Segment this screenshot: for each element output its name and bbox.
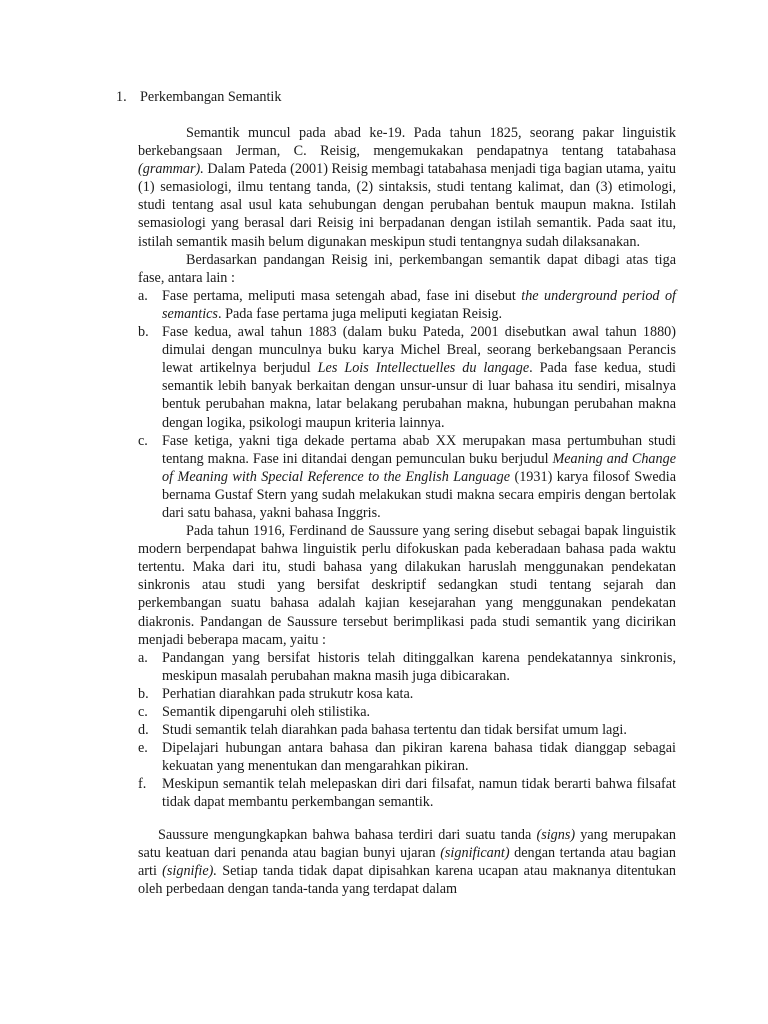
text-run: Fase kedua, awal tahun 1883 (dalam buku Pateda, 2001 disebutkan awal tahun 1880) dimulai dengan munculnya buku karya Michel Breal, seorang berkebangsaan Perancis lewat artikelnya berjudul <box>162 324 676 377</box>
text-run: Semantik dipengaruhi oleh stilistika. <box>162 704 371 720</box>
text-run: dengan tertanda atau bagian arti <box>138 844 676 879</box>
italic-term: Les Lois Intellectuelles du langage <box>317 360 530 377</box>
list-marker: b. <box>138 324 149 341</box>
list-item <box>138 721 676 739</box>
text-run: . Pada fase kedua, studi semantik lebih banyak berkaitan dengan unsur-unsur di luar bahasa itu sendiri, misalnya bentuk perubahan makna, latar belakang perubahan makna, hubungan perubahan makna dengan logika, psikologi maupun kriteria lainnya. <box>162 360 676 431</box>
phases-list <box>138 287 676 522</box>
list-item <box>138 287 676 323</box>
italic-term: (signs) <box>536 826 576 843</box>
text-run: (1931) karya filosof Swedia bernama Gustaf Stern yang sudah melakukan studi makna secara empiris dengan bertolak dari satu bahasa, yakni bahasa Inggris. <box>162 468 676 521</box>
italic-term: (significant) <box>440 844 510 861</box>
italic-term: (grammar). <box>138 161 204 178</box>
text-run: Dalam Pateda (2001) Reisig membagi tatabahasa menjadi tiga bagian utama, yaitu (1) semasiologi, ilmu tentang tanda, (2) sintaksis, studi tentang kalimat, dan (3) etimologi, studi tentang asal usul kata sehubungan dengan perubahan bentuk maupun makna. Istilah semasiologi yang berasal dari Reisig ini berpadanan dengan istilah semantik. Pada saat itu, istilah semantik masih belum digunakan meskipun studi tentangnya sudah dilaksanakan. <box>138 161 676 250</box>
text-run: Meskipun semantik telah melepaskan diri dari filsafat, namun tidak berarti bahwa filsafat tidak dapat membantu perkembangan semantik. <box>162 776 676 811</box>
list-item <box>138 775 676 811</box>
text-run: Semantik muncul pada abad ke-19. Pada tahun 1825, seorang pakar linguistik berkebangsaan Jerman, C. Reisig, mengemukakan pendapatnya tentang tatabahasa <box>138 125 676 160</box>
italic-term: (signifie). <box>162 862 217 879</box>
list-item <box>138 323 676 432</box>
list-marker: b. <box>138 685 149 702</box>
list-marker: a. <box>138 649 148 666</box>
list-item <box>138 649 676 685</box>
paragraph-phases-intro: Berdasarkan pandangan Reisig ini, perkembangan semantik dapat dibagi atas tiga fase, antara lain : <box>138 251 676 286</box>
text-run: Dipelajari hubungan antara bahasa dan pikiran karena bahasa tidak dianggap sebagai kekuatan yang menentukan dan mengarahkan pikiran. <box>162 740 676 775</box>
list-item <box>138 685 676 703</box>
list-marker: c. <box>138 432 148 449</box>
text-run: . Pada fase pertama juga meliputi kegiatan Reisig. <box>217 305 503 322</box>
text-run: Fase ketiga, yakni tiga dekade pertama abab XX merupakan masa pertumbuhan studi tentang makna. Fase ini ditandai dengan pemunculan buku berjudul <box>162 432 676 467</box>
list-item <box>138 739 676 775</box>
list-marker: a. <box>138 287 148 304</box>
section-heading <box>116 88 281 106</box>
list-item <box>138 432 676 522</box>
text-run: Saussure mengungkapkan bahwa bahasa terdiri dari suatu tanda <box>158 826 537 843</box>
list-marker: e. <box>138 740 148 757</box>
document-body <box>138 124 676 898</box>
section-number: 1. <box>116 89 127 105</box>
paragraph-saussure: Pada tahun 1916, Ferdinand de Saussure yang sering disebut sebagai bapak linguistik modern berpendapat bahwa linguistik perlu difokuskan pada keberadaan bahasa pada waktu tertentu. Maka dari itu, studi bahasa yang dilakukan haruslah menggunakan pendekatan sinkronis atau studi yang bersifat deskriptif sedangkan studi tentang sejarah dan perkembangan suatu bahasa adalah kajian kesejarahan yang menggunakan pendekatan diakronis. Pandangan de Saussure tersebut berimplikasi pada studi semantik yang dicirikan menjadi beberapa macam, yaitu : <box>138 523 676 648</box>
text-run: Setiap tanda tidak dapat dipisahkan karena ucapan atau maknanya ditentukan oleh perbedaan dengan tanda-tanda yang terdapat dalam <box>138 862 677 897</box>
paragraph-reisig <box>138 124 676 251</box>
paragraph-signs <box>138 826 676 898</box>
text-run: Perhatian diarahkan pada strukutr kosa kata. <box>162 685 414 702</box>
text-run: Pandangan yang bersifat historis telah ditinggalkan karena pendekatannya sinkronis, meskipun masalah perubahan makna masih juga dibicarakan. <box>162 649 676 684</box>
list-marker: f. <box>138 776 147 793</box>
section-title: Perkembangan Semantik <box>140 89 282 105</box>
italic-term: Meaning and Change of Meaning with Special Reference to the English Language <box>162 450 676 485</box>
paragraph-gap <box>138 812 676 826</box>
italic-term: the underground period of semantics <box>162 287 676 322</box>
text-run: yang merupakan satu keatuan dari penanda atau bagian bunyi ujaran <box>138 826 677 861</box>
list-item <box>138 703 676 721</box>
list-marker: d. <box>138 722 149 739</box>
text-run: Studi semantik telah diarahkan pada bahasa tertentu dan tidak bersifat umum lagi. <box>162 722 627 739</box>
traits-list <box>138 649 676 812</box>
list-marker: c. <box>138 704 148 720</box>
text-run: Fase pertama, meliputi masa setengah abad, fase ini disebut <box>162 287 522 304</box>
